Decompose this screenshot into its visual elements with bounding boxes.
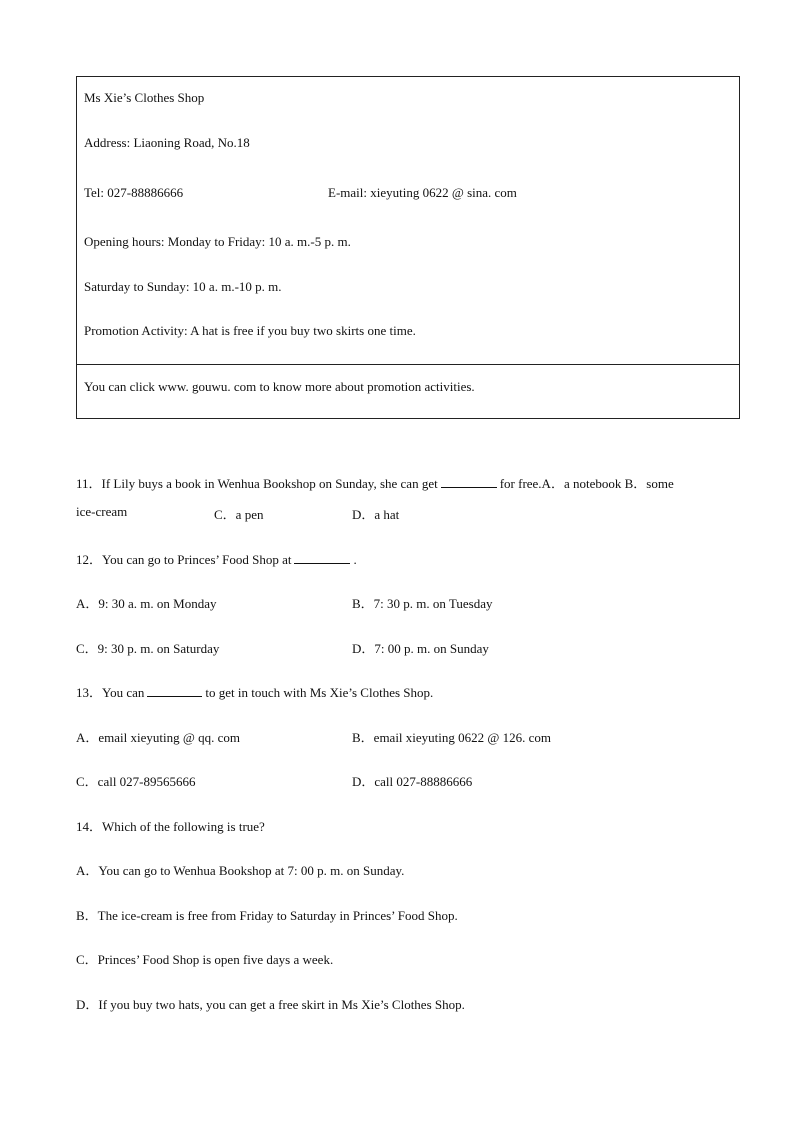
q13-option-c: C．call 027-89565666 bbox=[76, 774, 196, 789]
box-divider bbox=[77, 364, 739, 365]
shop-info-box bbox=[76, 76, 740, 419]
q14-option-a: A．You can go to Wenhua Bookshop at 7: 00 p. m. on Sunday. bbox=[76, 863, 405, 878]
question-11-stem bbox=[76, 473, 674, 492]
q13-option-a: A．email xieyuting @ qq. com bbox=[76, 730, 240, 745]
q12-option-b: B．7: 30 p. m. on Tuesday bbox=[352, 596, 493, 611]
q13-blank bbox=[147, 686, 202, 697]
q14-option-d: D．If you buy two hats, you can get a free skirt in Ms Xie’s Clothes Shop. bbox=[76, 997, 465, 1012]
q11-stem-b: for free.A．a notebook B．some bbox=[499, 476, 674, 491]
q11-option-d: D．a hat bbox=[352, 507, 400, 522]
q13-stem-a: 13．You can bbox=[76, 685, 145, 700]
question-12-stem bbox=[76, 549, 357, 568]
q11-stem-a: 11．If Lily buys a book in Wenhua Bookshop on Sunday, she can get bbox=[76, 476, 438, 491]
q12-stem: 12．You can go to Princes’ Food Shop at bbox=[76, 552, 292, 567]
q13-stem-b: to get in touch with Ms Xie’s Clothes Shop. bbox=[205, 685, 434, 700]
q12-option-a: A．9: 30 a. m. on Monday bbox=[76, 596, 217, 611]
shop-promotion: Promotion Activity: A hat is free if you buy two skirts one time. bbox=[84, 323, 416, 338]
q11-option-c: C．a pen bbox=[214, 507, 264, 522]
question-14-stem: 14．Which of the following is true? bbox=[76, 819, 265, 834]
shop-hours-weekend: Saturday to Sunday: 10 a. m.-10 p. m. bbox=[84, 279, 282, 294]
q14-option-b: B．The ice-cream is free from Friday to Saturday in Princes’ Food Shop. bbox=[76, 908, 458, 923]
q12-stem-end: . bbox=[353, 552, 357, 567]
q13-option-d: D．call 027-88886666 bbox=[352, 774, 473, 789]
q13-option-b: B．email xieyuting 0622 @ 126. com bbox=[352, 730, 552, 745]
question-13-stem bbox=[76, 682, 433, 701]
q11-option-b-cont: ice-cream bbox=[76, 504, 128, 519]
shop-address: Address: Liaoning Road, No.18 bbox=[84, 135, 250, 150]
q11-blank bbox=[441, 477, 497, 488]
q12-option-d: D．7: 00 p. m. on Sunday bbox=[352, 641, 489, 656]
q12-blank bbox=[294, 553, 350, 564]
q14-option-c: C．Princes’ Food Shop is open five days a week. bbox=[76, 952, 334, 967]
shop-hours-weekday: Opening hours: Monday to Friday: 10 a. m.-5 p. m. bbox=[84, 234, 351, 249]
q12-option-c: C．9: 30 p. m. on Saturday bbox=[76, 641, 220, 656]
shop-email: E-mail: xieyuting 0622 @ sina. com bbox=[328, 185, 517, 200]
shop-footer: You can click www. gouwu. com to know more about promotion activities. bbox=[84, 379, 475, 394]
shop-tel: Tel: 027-88886666 bbox=[84, 185, 184, 200]
shop-name: Ms Xie’s Clothes Shop bbox=[84, 90, 205, 105]
